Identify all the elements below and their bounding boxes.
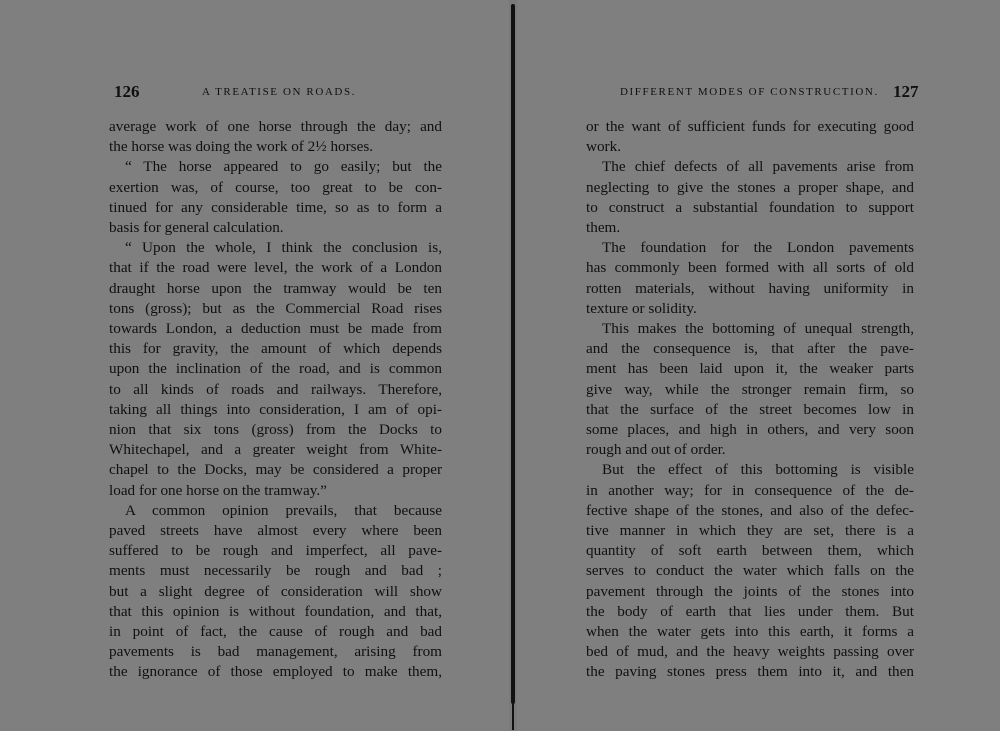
text-line: taking all things into consideration, I am of opi- [109, 400, 442, 418]
right-page [517, 0, 1000, 731]
text-line: fective shape of the stones, and also of the defec- [586, 501, 914, 519]
text-line: pavements is bad management, arising from [109, 643, 442, 661]
text-line: tinued for any considerable time, so as to form a [109, 198, 442, 216]
text-line: that if the road were level, the work of a London [109, 259, 442, 277]
text-line: some places, and high in others, and very soon [586, 421, 914, 439]
text-line: ments must necessarily be rough and bad ; [109, 562, 442, 580]
text-line: that the surface of the street becomes low in [586, 400, 914, 418]
text-line: this for gravity, the amount of which depends [109, 340, 442, 358]
text-line: This makes the bottoming of unequal strength, [602, 320, 914, 338]
text-line: pavement through the joints of the stones into [586, 582, 914, 600]
text-line: that this opinion is without foundation, and that, [109, 602, 442, 620]
text-line: Whitechapel, and a greater weight from White- [109, 441, 442, 459]
text-line: load for one horse on the tramway.” [109, 481, 327, 499]
text-line: nion that six tons (gross) from the Docks to [109, 421, 442, 439]
text-line: ment has been laid upon it, the weaker parts [586, 360, 914, 378]
text-line: serves to conduct the water which falls on the [586, 562, 914, 580]
text-line: the horse was doing the work of 2½ horses. [109, 138, 374, 156]
spine-tail [512, 700, 514, 730]
text-line: rough and out of order. [586, 441, 726, 459]
spine-shadow [511, 4, 515, 704]
text-line: quantity of soft earth between them, which [586, 542, 914, 560]
left-page-number: 126 [114, 82, 140, 101]
text-line: upon the inclination of the road, and is common [109, 360, 442, 378]
text-line: bed of mud, and the heavy weights passing over [586, 643, 914, 661]
left-running-head: A TREATISE ON ROADS. [202, 86, 357, 98]
text-line: to all kinds of roads and railways. Therefore, [109, 380, 442, 398]
text-line: basis for general calculation. [109, 219, 284, 237]
text-line: and the consequence is, that after the pave- [586, 340, 914, 358]
text-line: “ The horse appeared to go easily; but the [125, 158, 442, 176]
text-line: paved streets have almost every where been [109, 522, 442, 540]
text-line: tive manner in which they are set, there is a [586, 522, 914, 540]
text-line: in another way; for in consequence of the de- [586, 481, 914, 499]
text-line: texture or solidity. [586, 299, 697, 317]
left-body-text [109, 117, 442, 683]
right-running-head: DIFFERENT MODES OF CONSTRUCTION. [620, 86, 879, 98]
text-line: or the want of sufficient funds for executing good [586, 118, 914, 135]
text-line: chapel to the Docks, may be considered a proper [109, 461, 442, 479]
text-line: towards London, a deduction must be made from [109, 320, 442, 338]
text-line: But the effect of this bottoming is visible [602, 461, 914, 479]
text-line: average work of one horse through the day; and [109, 118, 442, 135]
text-line: the paving stones press them into it, and then [586, 663, 914, 681]
right-body-text [586, 117, 914, 683]
text-line: neglecting to give the stones a proper shape, and [586, 178, 914, 196]
text-line: “ Upon the whole, I think the conclusion is, [125, 239, 442, 257]
text-line: the body of earth that lies under them. But [586, 602, 914, 620]
text-line: but a slight degree of consideration will show [109, 582, 442, 600]
text-line: rotten materials, without having uniformity in [586, 279, 914, 297]
text-line: when the water gets into this earth, it forms a [586, 623, 914, 641]
text-line: The chief defects of all pavements arise from [602, 158, 914, 176]
book-spine-gutter [509, 0, 517, 731]
text-line: to construct a substantial foundation to support [586, 198, 914, 216]
text-line: give way, while the stronger remain firm, so [586, 380, 914, 398]
text-line: A common opinion prevails, that because [125, 501, 442, 519]
right-page-number: 127 [893, 82, 919, 101]
text-line: The foundation for the London pavements [602, 239, 914, 257]
text-line: draught horse upon the tramway would be ten [109, 279, 442, 297]
text-line: in point of fact, the cause of rough and bad [109, 623, 442, 641]
text-line: tons (gross); but as the Commercial Road rises [109, 299, 442, 317]
text-line: work. [586, 138, 622, 156]
text-line: suffered to be rough and imperfect, all pave- [109, 542, 442, 560]
text-line: has commonly been formed with all sorts of old [586, 259, 914, 277]
text-line: the ignorance of those employed to make them, [109, 663, 442, 681]
text-line: them. [586, 219, 621, 237]
text-line: exertion was, of course, too great to be con- [109, 178, 442, 196]
